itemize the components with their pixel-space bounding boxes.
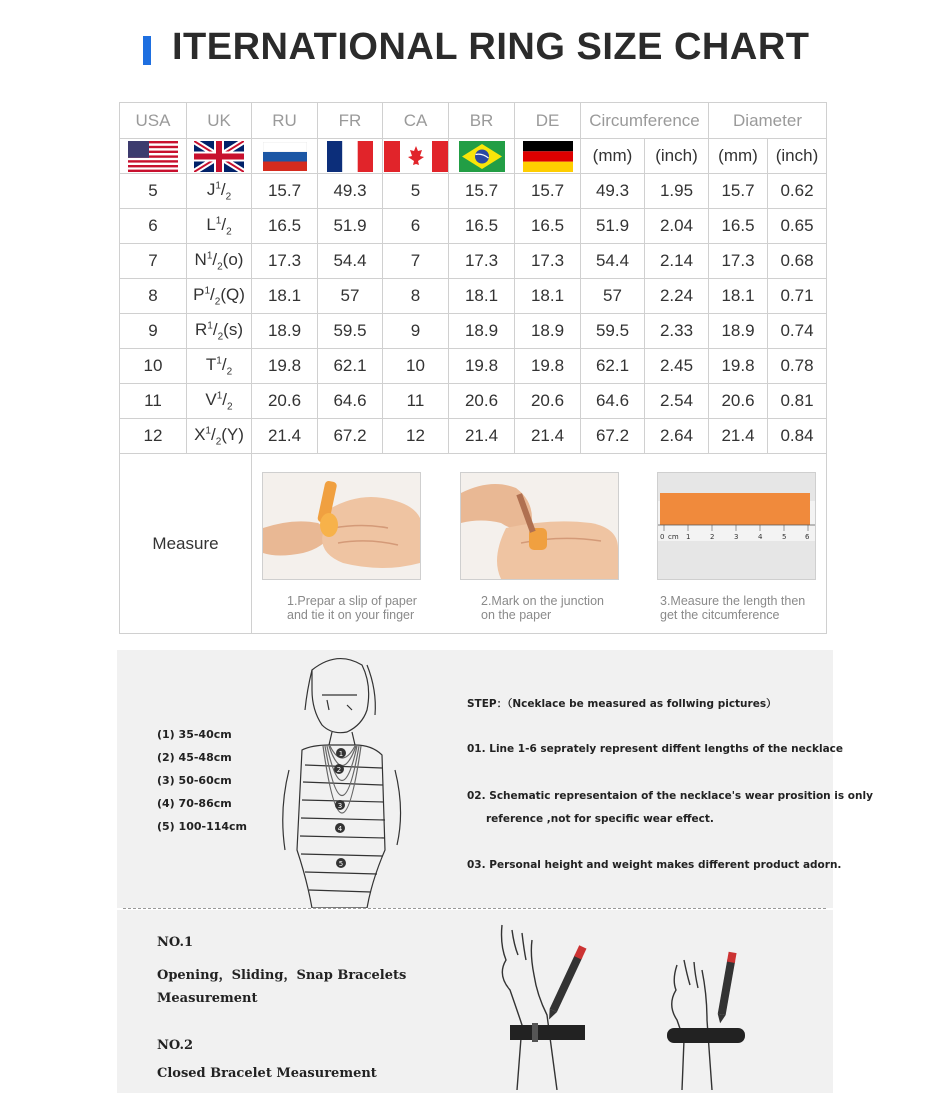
uk-letter: L <box>206 214 216 234</box>
section-divider <box>123 908 826 909</box>
table-row <box>120 279 827 314</box>
page-title: ITERNATIONAL RING SIZE CHART <box>172 26 810 68</box>
table-row <box>120 349 827 384</box>
bracelet-section <box>117 910 833 1093</box>
ruler-tick-label: 0 <box>660 533 665 541</box>
measure-step-2 <box>481 594 661 622</box>
uk-flag-icon <box>194 141 244 172</box>
cell-uk: $N^1/_2(o)$ <box>187 244 252 279</box>
bracelet-no1-desc2: Measurement <box>157 991 258 1006</box>
step-line: and tie it on your finger <box>287 608 415 622</box>
step-title: STEP：（Nceklace be measured as follwing pictures） <box>467 698 777 710</box>
uk-suffix: (Y) <box>221 424 244 444</box>
ruler-tick-label: cm <box>668 533 679 541</box>
step-line: 3.Measure the length then <box>660 594 806 608</box>
cell-circ-inch: 2.45 <box>645 349 709 384</box>
fraction-num: 1 <box>205 425 211 437</box>
cell-usa: 8 <box>120 279 187 314</box>
brazil-flag-icon <box>459 141 505 172</box>
cell-br: 18.9 <box>449 314 515 349</box>
cell-usa: 11 <box>120 384 187 419</box>
cell-br: 21.4 <box>449 419 515 454</box>
uk-letter: V <box>205 389 217 409</box>
fraction-den: 2 <box>214 296 221 308</box>
cell-dia-inch: 0.81 <box>768 384 827 419</box>
cell-br: 19.8 <box>449 349 515 384</box>
fraction-den: 2 <box>225 191 232 203</box>
header-usa: USA <box>120 103 187 139</box>
fraction-den: 2 <box>226 366 233 378</box>
header-row <box>120 103 827 139</box>
cell-fr: 62.1 <box>318 349 383 384</box>
flag-row <box>120 139 827 174</box>
uk-letter: N <box>194 249 207 269</box>
wrist-measure-open-illustration <box>492 915 597 1090</box>
cell-ru: 20.6 <box>252 384 318 419</box>
cell-fr: 64.6 <box>318 384 383 419</box>
header-de: DE <box>515 103 581 139</box>
cell-ca: 11 <box>383 384 449 419</box>
cell-dia-mm: 20.6 <box>709 384 768 419</box>
fraction-den: 2 <box>227 401 233 413</box>
header-fr: FR <box>318 103 383 139</box>
cell-dia-inch: 0.74 <box>768 314 827 349</box>
fraction-num: 1 <box>215 215 222 227</box>
cell-circ-mm: 57 <box>581 279 645 314</box>
unit-dia-mm: (mm) <box>709 139 768 174</box>
cell-circ-mm: 67.2 <box>581 419 645 454</box>
cell-circ-inch: 2.64 <box>645 419 709 454</box>
fraction-den: 2 <box>226 226 232 238</box>
bracelet-no2-desc: Closed Bracelet Measurement <box>157 1066 377 1081</box>
cell-ru: 18.1 <box>252 279 318 314</box>
measure-step-1 <box>287 594 467 622</box>
header-uk: UK <box>187 103 252 139</box>
cell-ru: 15.7 <box>252 174 318 209</box>
cell-br: 18.1 <box>449 279 515 314</box>
cell-circ-inch: 2.14 <box>645 244 709 279</box>
cell-circ-mm: 54.4 <box>581 244 645 279</box>
cell-br: 15.7 <box>449 174 515 209</box>
length-item: (1) 35-40cm <box>157 728 232 741</box>
bracelet-no1-desc: Opening，Sliding，Snap Bracelets <box>157 968 407 983</box>
header-br: BR <box>449 103 515 139</box>
length-item: (5) 100-114cm <box>157 820 248 833</box>
length-item: (3) 50-60cm <box>157 774 232 787</box>
fraction-num: 1 <box>207 320 213 332</box>
cell-de: 19.8 <box>515 349 581 384</box>
cell-ca: 8 <box>383 279 449 314</box>
cell-de: 16.5 <box>515 209 581 244</box>
table-row <box>120 314 827 349</box>
measure-step-3 <box>660 594 840 622</box>
fraction-den: 2 <box>217 331 224 343</box>
cell-ca: 12 <box>383 419 449 454</box>
header-ca: CA <box>383 103 449 139</box>
cell-de: 21.4 <box>515 419 581 454</box>
cell-dia-mm: 16.5 <box>709 209 768 244</box>
cell-de: 15.7 <box>515 174 581 209</box>
fraction-den: 2 <box>215 436 222 448</box>
cell-fr: 54.4 <box>318 244 383 279</box>
step-item: reference ,not for specific wear effect. <box>486 813 714 825</box>
unit-circ-mm: (mm) <box>581 139 645 174</box>
cell-ru: 21.4 <box>252 419 318 454</box>
cell-circ-inch: 2.33 <box>645 314 709 349</box>
cell-dia-mm: 18.1 <box>709 279 768 314</box>
us-flag-icon <box>128 141 178 172</box>
fraction-num: 1 <box>215 180 221 192</box>
uk-suffix: (s) <box>223 319 243 339</box>
cell-uk: $L^1/_2$ <box>187 209 252 244</box>
cell-ca: 10 <box>383 349 449 384</box>
cell-fr: 49.3 <box>318 174 383 209</box>
ruler-photo <box>657 472 816 580</box>
necklace-section <box>117 650 873 908</box>
ruler-tick-label: 5 <box>782 533 787 541</box>
measure-row <box>120 454 827 634</box>
cell-circ-mm: 62.1 <box>581 349 645 384</box>
cell-usa: 12 <box>120 419 187 454</box>
cell-circ-inch: 2.24 <box>645 279 709 314</box>
bracelet-no1-label: NO.1 <box>157 935 194 950</box>
cell-uk: $X^1/_2(Y)$ <box>187 419 252 454</box>
necklace-marker: 5 <box>338 860 344 868</box>
cell-circ-mm: 51.9 <box>581 209 645 244</box>
title-accent-bar <box>143 36 151 65</box>
cell-ca: 5 <box>383 174 449 209</box>
cell-uk: $V^1/_2$ <box>187 384 252 419</box>
step-line: get the citcumference <box>660 608 780 622</box>
header-diameter: Diameter <box>709 103 827 139</box>
uk-letter: T <box>205 354 217 374</box>
cell-ru: 18.9 <box>252 314 318 349</box>
step-line: 1.Prepar a slip of paper <box>287 594 417 608</box>
necklace-marker: 2 <box>336 766 342 774</box>
cell-usa: 10 <box>120 349 187 384</box>
cell-dia-mm: 15.7 <box>709 174 768 209</box>
cell-dia-mm: 18.9 <box>709 314 768 349</box>
cell-circ-inch: 2.54 <box>645 384 709 419</box>
cell-dia-inch: 0.62 <box>768 174 827 209</box>
cell-dia-inch: 0.68 <box>768 244 827 279</box>
canada-flag-icon <box>384 141 448 172</box>
necklace-lengths <box>157 728 247 843</box>
step-item: 03. Personal height and weight makes different product adorn. <box>467 859 842 871</box>
fraction-den: 2 <box>217 261 223 273</box>
cell-br: 20.6 <box>449 384 515 419</box>
ruler-tick-label: 2 <box>710 533 715 541</box>
cell-ca: 6 <box>383 209 449 244</box>
cell-fr: 67.2 <box>318 419 383 454</box>
cell-usa: 9 <box>120 314 187 349</box>
table-row <box>120 419 827 454</box>
mark-junction-photo <box>460 472 619 580</box>
cell-circ-mm: 64.6 <box>581 384 645 419</box>
ring-size-table <box>119 102 827 634</box>
uk-suffix: (Q) <box>220 284 245 304</box>
cell-usa: 6 <box>120 209 187 244</box>
cell-br: 16.5 <box>449 209 515 244</box>
uk-suffix: (o) <box>222 249 244 269</box>
cell-circ-inch: 1.95 <box>645 174 709 209</box>
step-line: on the paper <box>481 608 552 622</box>
step-item: 02. Schematic representaion of the necklace's wear prosition is only <box>467 790 873 802</box>
unit-dia-inch: (inch) <box>768 139 827 174</box>
uk-letter: X <box>194 424 206 444</box>
header-circumference: Circumference <box>581 103 709 139</box>
cell-ca: 9 <box>383 314 449 349</box>
ruler-tick-label: 4 <box>758 533 763 541</box>
cell-ru: 19.8 <box>252 349 318 384</box>
cell-uk: $T^1/_2$ <box>187 349 252 384</box>
cell-fr: 51.9 <box>318 209 383 244</box>
cell-br: 17.3 <box>449 244 515 279</box>
ruler-tick-label: 1 <box>686 533 691 541</box>
table-row <box>120 174 827 209</box>
fraction-num: 1 <box>216 355 222 367</box>
wrist-measure-closed-illustration <box>662 950 752 1090</box>
necklace-marker: 4 <box>337 825 343 833</box>
length-item: (4) 70-86cm <box>157 797 232 810</box>
woman-sketch-illustration <box>267 650 417 908</box>
cell-uk: $J^1/_2$ <box>187 174 252 209</box>
cell-dia-inch: 0.84 <box>768 419 827 454</box>
table-row <box>120 209 827 244</box>
cell-dia-inch: 0.78 <box>768 349 827 384</box>
cell-circ-mm: 49.3 <box>581 174 645 209</box>
bracelet-no2-label: NO.2 <box>157 1038 194 1053</box>
cell-circ-inch: 2.04 <box>645 209 709 244</box>
cell-dia-mm: 21.4 <box>709 419 768 454</box>
cell-ru: 17.3 <box>252 244 318 279</box>
uk-letter: J <box>206 179 216 199</box>
cell-uk: $P^1/_2(Q)$ <box>187 279 252 314</box>
cell-dia-mm: 17.3 <box>709 244 768 279</box>
cell-fr: 59.5 <box>318 314 383 349</box>
russia-flag-icon <box>263 142 307 171</box>
cell-ca: 7 <box>383 244 449 279</box>
fraction-num: 1 <box>204 285 211 297</box>
cell-dia-mm: 19.8 <box>709 349 768 384</box>
table-row <box>120 244 827 279</box>
measure-steps <box>252 454 827 634</box>
measure-label: Measure <box>120 454 252 634</box>
length-item: (2) 45-48cm <box>157 751 232 764</box>
france-flag-icon <box>327 141 373 172</box>
germany-flag-icon <box>523 141 573 172</box>
cell-usa: 7 <box>120 244 187 279</box>
step-line: 2.Mark on the junction <box>481 594 604 608</box>
cell-de: 20.6 <box>515 384 581 419</box>
cell-de: 18.1 <box>515 279 581 314</box>
unit-circ-inch: (inch) <box>645 139 709 174</box>
cell-fr: 57 <box>318 279 383 314</box>
cell-ru: 16.5 <box>252 209 318 244</box>
fraction-num: 1 <box>206 250 213 262</box>
tie-paper-photo <box>262 472 421 580</box>
uk-letter: P <box>193 284 205 304</box>
fraction-num: 1 <box>216 390 223 402</box>
necklace-marker: 3 <box>337 802 343 810</box>
header-ru: RU <box>252 103 318 139</box>
cell-de: 18.9 <box>515 314 581 349</box>
cell-uk: $R^1/_2(s)$ <box>187 314 252 349</box>
necklace-marker: 1 <box>338 750 344 758</box>
cell-circ-mm: 59.5 <box>581 314 645 349</box>
cell-usa: 5 <box>120 174 187 209</box>
cell-dia-inch: 0.71 <box>768 279 827 314</box>
cell-dia-inch: 0.65 <box>768 209 827 244</box>
step-item: 01. Line 1-6 seprately represent diffent lengths of the necklace <box>467 743 843 755</box>
uk-letter: R <box>195 319 208 339</box>
table-row <box>120 384 827 419</box>
cell-de: 17.3 <box>515 244 581 279</box>
ruler-tick-label: 6 <box>805 533 810 541</box>
ruler-tick-label: 3 <box>734 533 739 541</box>
